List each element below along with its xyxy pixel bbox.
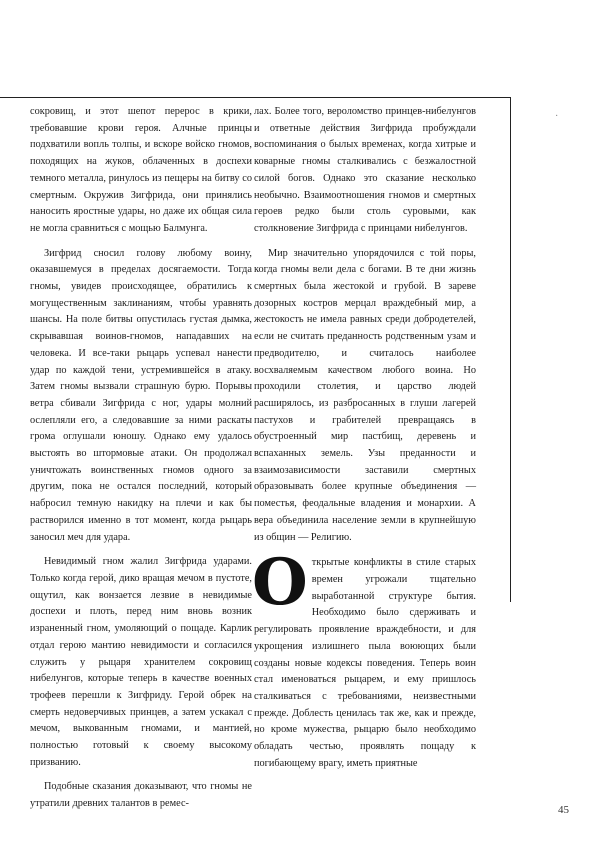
corner-mark: · — [555, 111, 559, 122]
drop-cap-letter: О — [252, 545, 308, 621]
right-column — [254, 104, 476, 772]
page-number: 45 — [558, 804, 569, 816]
dropcap-paragraph-text: ткрытые конфликты в стиле старых времен угрожали тщательно выработанной структуре бытия. Необходимо было сдерживать и регулировать проявление враждебности, и для укрощения излишнего пыла воюющих были созданы новые кодексы поведения. Теперь воин стал именоваться рыцарем, и ему пришлось сталкиваться с требованиями, неизвестными прежде. Доблесть ценилась так же, как и прежде, но кроме мужества, рыцарю было необходимо обладать честью, проявлять пощаду к погибающему врагу, иметь приятные — [254, 557, 476, 769]
left-paragraph-2: Зигфрид сносил голову любому воину, оказавшемуся в пределах досягаемости. Тогда гномы, увидев происходящее, обратились к могущественным заклинаниям, чтобы уравнять шансы. На поле битвы опустилась густая дымка, скрывавшая воинов-гномов, нападавших на человека. И все-таки рыцарь успевал нанести удар по каждой тени, устремившейся в атаку. Затем гномы вызвали страшную бурю. Порывы ветра сбивали Зигфрида с ног, удары молний ослепляли его, а следовавшие за ними раскаты грома оглушали юношу. Однако ему удалось выстоять во штормовые атаки. Он продолжал уничтожать воинственных гномов одного за другим, пока не остался последний, который набросил темную накидку на плечи и как бы растворился именно в тот момент, когда рыцарь заносил меч для удара. — [30, 247, 252, 543]
frame-right-rule — [510, 97, 511, 602]
left-paragraph-3: Невидимый гном жалил Зигфрида ударами. Только когда герой, дико вращая мечом в пустоте, ощутил, как вонзается лезвие в невидимые доспехи и плоть, перед ним вновь возник израненный гном, умоляющий о пощаде. Карлик отдал герою мантию невидимости и согласился служить у рыцаря хранителем сокровищ нибелунгов, которые теперь в качестве военных трофеев перешли к Зигфриду. Герой обрек на смерть недоверчивых принцев, а затем ускакал с мечом, выкованным гномами, и мантией, полностью готовый к своему высокому призванию. — [30, 556, 252, 768]
left-column — [30, 104, 252, 813]
right-paragraph-1: лах. Более того, вероломство принцев-нибелунгов и ответные действия Зигфрида пробуждали воспоминания о былых временах, когда хитрые и коварные гномы сталкивались с безжалостной силой богов. Однако это сказание несколько необычно. Взаимоотношения гномов и смертных героев редко были столь суровыми, как столкновение Зигфрида с принцами нибелунгов. — [254, 106, 476, 234]
dropcap-paragraph — [252, 545, 476, 772]
right-paragraph-2: Мир значительно упорядочился с той поры, когда гномы вели дела с богами. В те дни жизнь смертных была жестокой и грубой. В зареве дозорных костров мерцал враждебный мир, а жестокость не имела равных среди добродетелей, если не считать преданность родственным узам и предводителю, и считалось наиболее восхваляемым качеством любого воина. Но проходили столетия, и царство людей расширялось, из разбросанных в глуши лагерей пастухов и грабителей превращаясь в обустроенный мир пастбищ, деревень и вспаханных земель. Узы преданности и взаимозависимости заставили смертных образовывать более крупные объединения — поместья, феодальные владения и монархии. А вера объединила население земли в крупнейшую из общин — Религию. — [254, 247, 476, 543]
left-paragraph-1: сокровищ, и этот шепот перерос в крики, требовавшие крови героя. Алчные принцы подхватили вопль толпы, и вскоре войско гномов, походящих на жуков, облаченных в доспехи темного металла, ринулось из пещеры на битву со смертным. Окружив Зигфрида, они принялись наносить яростные удары, но даже их общая сила не могла сравниться с мощью Балмунга. — [30, 106, 252, 234]
left-paragraph-4: Подобные сказания доказывают, что гномы не утратили древних талантов в ремес- — [30, 781, 252, 810]
frame-top-rule — [0, 97, 510, 98]
